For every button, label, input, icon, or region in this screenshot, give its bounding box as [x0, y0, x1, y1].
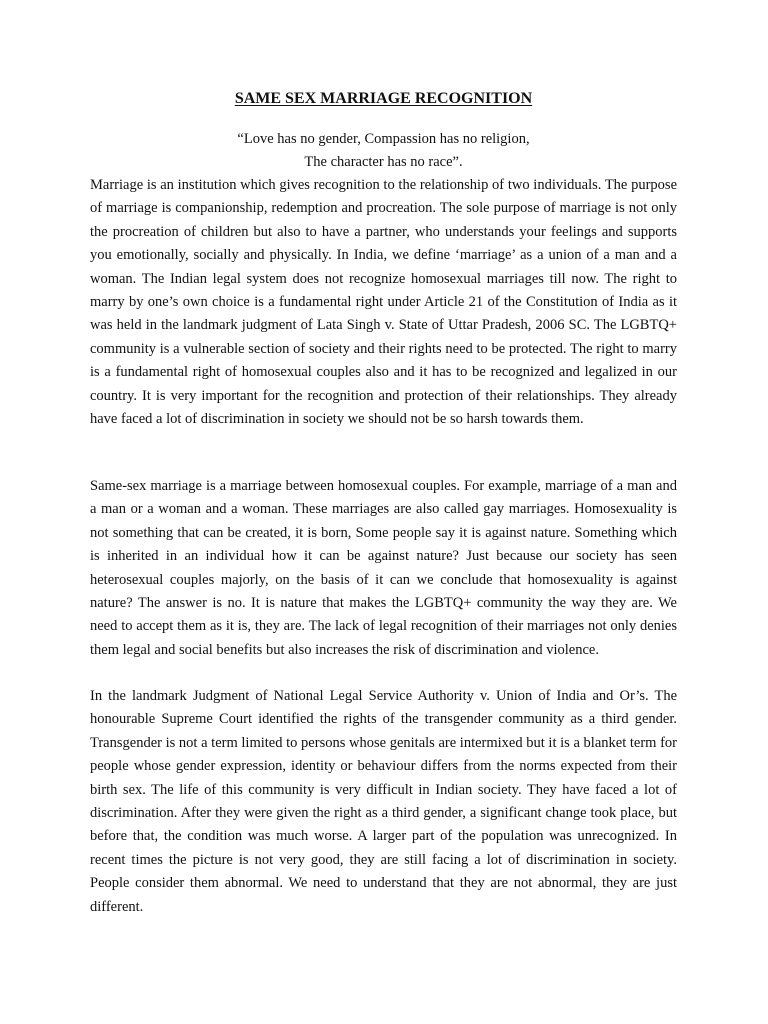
epigraph-quote — [90, 128, 677, 175]
quote-line-1: “Love has no gender, Compassion has no religion, — [237, 131, 530, 147]
quote-line-2: The character has no race”. — [304, 154, 463, 171]
paragraph-1: Marriage is an institution which gives recognition to the relationship of two individuals. The purpose of marriage is companionship, redemption and procreation. The sole purpose of marriage is not only the procreation of children but also to have a partner, who understands your feelings and supports you emotionally, socially and physically. In India, we define ‘marriage’ as a union of a man and a woman. The Indian legal system does not recognize homosexual marriages till now. The right to marry by one’s own choice is a fundamental right under Article 21 of the Constitution of India as it was held in the landmark judgment of Lata Singh v. State of Uttar Pradesh, 2006 SC. The LGBTQ+ community is a vulnerable section of society and their rights need to be protected. The right to marry is a fundamental right of homosexual couples also and it has to be recognized and legalized in our country. It is very important for the recognition and protection of their relationships. They already have faced a lot of discrimination in society we should not be so harsh towards them. — [90, 177, 677, 428]
paragraph-3: In the landmark Judgment of National Legal Service Authority v. Union of India and Or’s. The honourable Supreme Court identified the rights of the transgender community as a third gender. Transgender is not a term limited to persons whose genitals are intermixed but it is a blanket term for people whose gender expression, identity or behaviour differs from the norms expected from their birth sex. The life of this community is very difficult in Indian society. They have faced a lot of discrimination. After they were given the right as a third gender, a significant change took place, but before that, the condition was much worse. A larger part of the population was unrecognized. In recent times the picture is not very good, they are still facing a lot of discrimination in society. People consider them abnormal. We need to understand that they are not abnormal, they are just different. — [90, 688, 677, 915]
paragraph-2: Same-sex marriage is a marriage between homosexual couples. For example, marriage of a man and a man or a woman and a woman. These marriages are also called gay marriages. Homosexuality is not something that can be created, it is born, Some people say it is against nature. Something which is inherited in an individual how it can be against nature? Just because our society has seen heterosexual couples majorly, on the basis of it can we conclude that homosexuality is against nature? The answer is no. It is nature that makes the LGBTQ+ community the way they are. We need to accept them as it is, they are. The lack of legal recognition of their marriages not only denies them legal and social benefits but also increases the risk of discrimination and violence. — [90, 478, 677, 658]
document-title: SAME SEX MARRIAGE RECOGNITION — [234, 90, 533, 107]
